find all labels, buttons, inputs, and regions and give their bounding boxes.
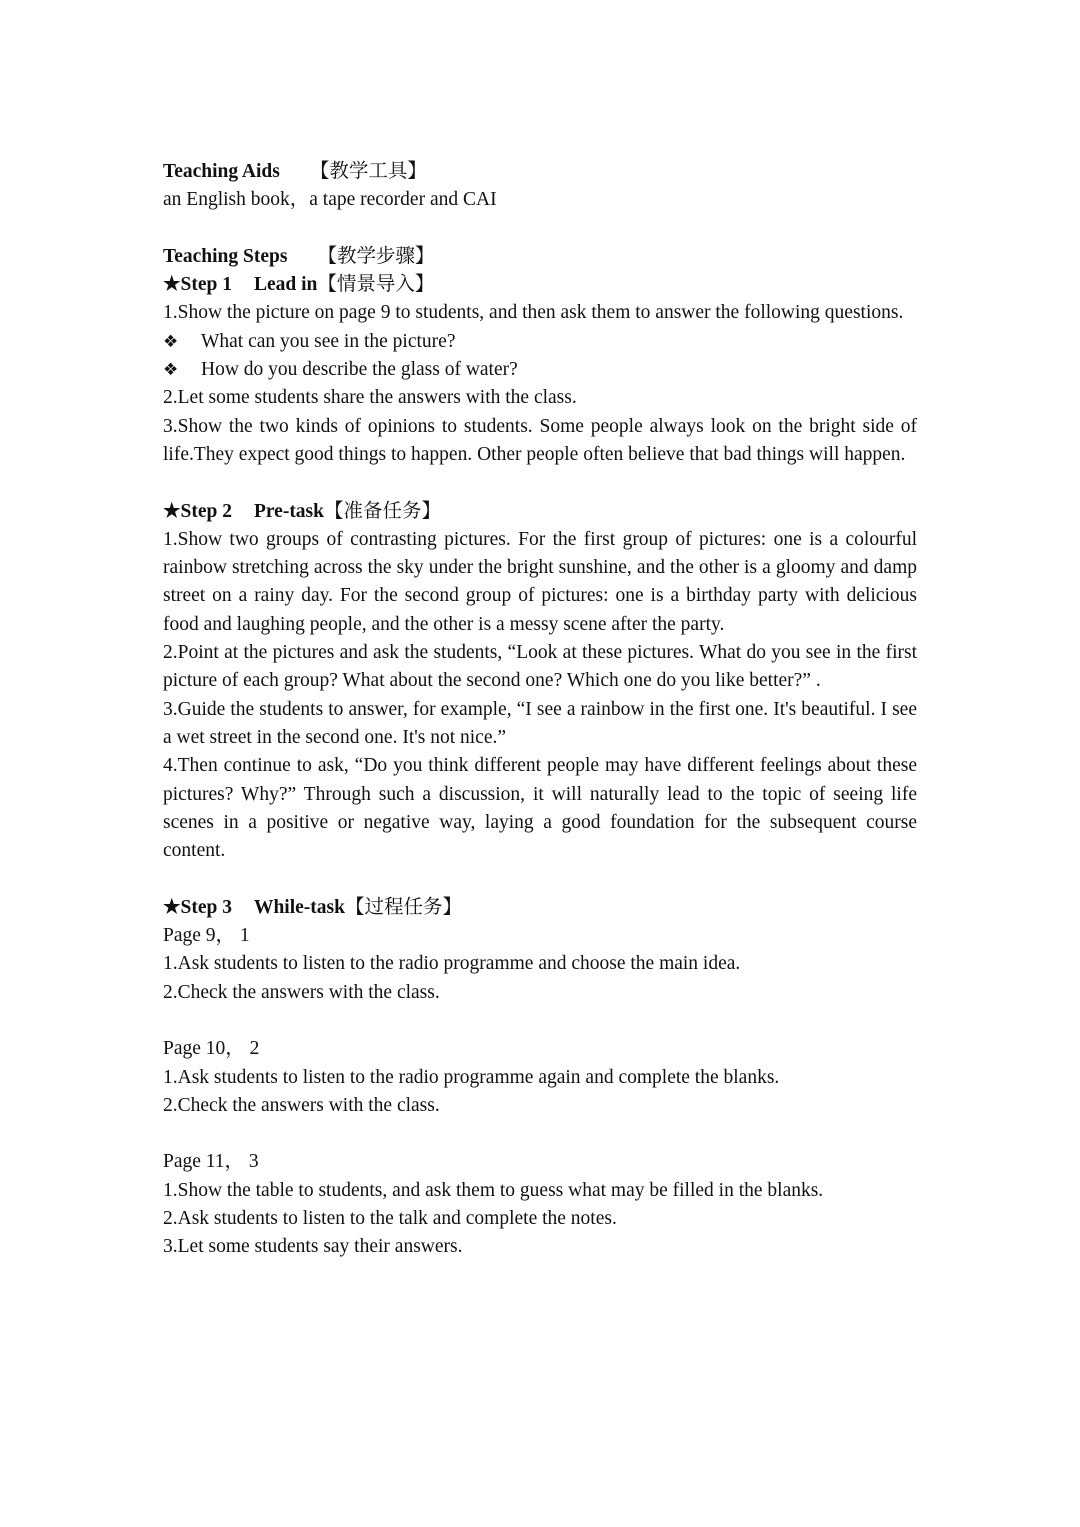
teaching-aids-heading [163, 158, 917, 186]
step3-heading [163, 894, 917, 922]
step1-label: Step 1 [180, 274, 232, 296]
teaching-steps-title: Teaching Steps [163, 245, 288, 267]
step1-paragraph-2: 2.Let some students share the answers with the class. [163, 387, 577, 409]
page10-reference: Page 10， 2 [163, 1038, 260, 1060]
teaching-aids-title: Teaching Aids [163, 161, 280, 182]
page11-step-1: 1.Show the table to students, and ask them to guess what may be filled in the blanks. [163, 1179, 824, 1201]
step1-name-cn: 【情景导入】 [317, 274, 435, 296]
page11-step-3: 3.Let some students say their answers. [163, 1236, 463, 1258]
teaching-aids-title-cn: 【教学工具】 [309, 161, 427, 182]
bullet-diamond-icon: ❖ [163, 360, 179, 381]
star-icon: ★ [163, 896, 181, 918]
teaching-steps-heading [163, 243, 917, 271]
page11-step-2: 2.Ask students to listen to the talk and complete the notes. [163, 1207, 617, 1229]
step2-label: Step 2 [180, 500, 232, 522]
page9-reference: Page 9， 1 [163, 925, 250, 947]
step2-paragraph-2: 2.Point at the pictures and ask the students, “Look at these pictures. What do you see in the first picture of each group? What about the second one? Which one do you like better?” . [163, 642, 917, 692]
star-icon: ★ [163, 500, 181, 522]
page10-step-2: 2.Check the answers with the class. [163, 1094, 440, 1116]
step2-paragraph-3: 3.Guide the students to answer, for example, “I see a rainbow in the first one. It's beautiful. I see a wet street in the second one. It's not nice.” [163, 698, 917, 748]
step2-heading [163, 498, 917, 526]
lesson-plan-page [163, 158, 917, 1262]
spacer [163, 865, 917, 893]
page9-step-2: 2.Check the answers with the class. [163, 981, 440, 1003]
step1-heading [163, 271, 917, 299]
step3-name: While-task [253, 896, 345, 918]
spacer [163, 1120, 917, 1148]
teaching-aids-content: an English book，a tape recorder and CAI [163, 189, 497, 211]
bullet-diamond-icon: ❖ [163, 331, 179, 352]
spacer [163, 215, 917, 243]
star-icon: ★ [163, 274, 181, 296]
step1-question-2-text: How do you describe the glass of water? [201, 359, 518, 381]
step2-paragraph-4: 4.Then continue to ask, “Do you think different people may have different feelings about these pictures? Why?” Through such a discussion, it will naturally lead to the topic of seeing life scenes in a positive or negative way, laying a good foundation for the subsequent course content. [163, 755, 917, 862]
step2-name: Pre-task [253, 500, 324, 522]
step1-paragraph-3: 3.Show the two kinds of opinions to students. Some people always look on the bright side of life.They expect good things to happen. Other people often believe that bad things will happen. [163, 415, 917, 465]
page9-step-1: 1.Ask students to listen to the radio programme and choose the main idea. [163, 953, 741, 975]
spacer [163, 1007, 917, 1035]
step1-question-1 [163, 328, 917, 356]
step1-paragraph-1: 1.Show the picture on page 9 to students, and then ask them to answer the following questions. [163, 302, 904, 324]
step2-name-cn: 【准备任务】 [324, 500, 442, 522]
step2-paragraph-1: 1.Show two groups of contrasting pictures. For the first group of pictures: one is a colourful rainbow stretching across the sky under the bright sunshine, and the other is a gloomy and damp street on a rainy day. For the second group of pictures: one is a birthday party with delicious food and laughing people, and the other is a messy scene after the party. [163, 528, 917, 635]
page11-reference: Page 11， 3 [163, 1151, 259, 1173]
step1-question-2 [163, 356, 917, 384]
step1-name: Lead in [253, 274, 318, 296]
step3-label: Step 3 [180, 896, 232, 918]
step1-question-1-text: What can you see in the picture? [201, 330, 456, 352]
spacer [163, 469, 917, 497]
page10-step-1: 1.Ask students to listen to the radio programme again and complete the blanks. [163, 1066, 780, 1088]
teaching-steps-title-cn: 【教学步骤】 [317, 245, 435, 267]
step3-name-cn: 【过程任务】 [344, 896, 462, 918]
